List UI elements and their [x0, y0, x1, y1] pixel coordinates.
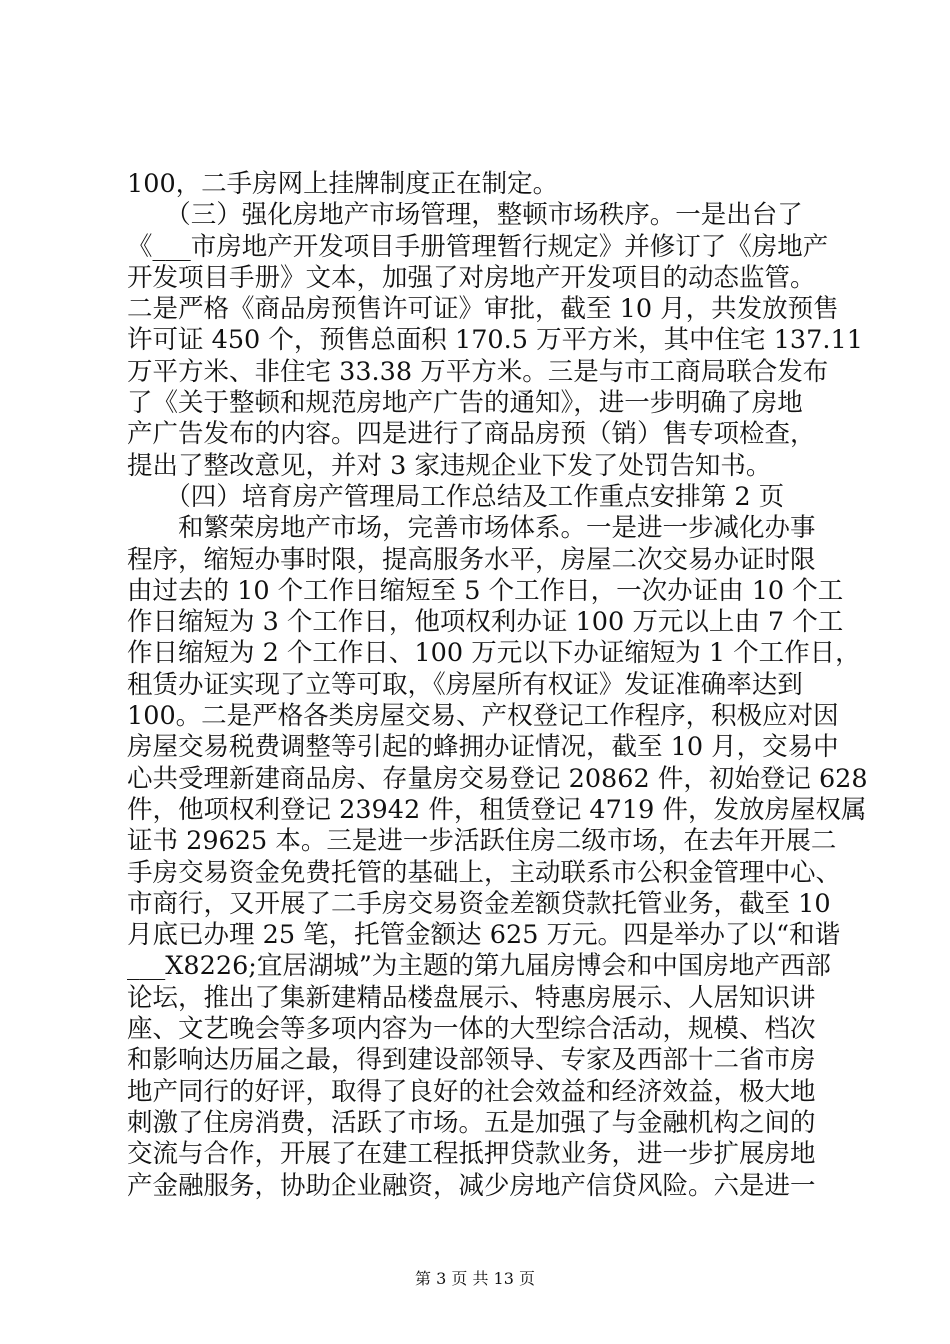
text-line: 座、文艺晚会等多项内容为一体的大型综合活动，规模、档次 — [127, 1014, 816, 1045]
text-line: （三）强化房地产市场管理，整顿市场秩序。一是出台了 — [127, 200, 803, 231]
text-line: 二是严格《商品房预售许可证》审批，截至 10 月，共发放预售 — [127, 294, 839, 325]
body-text — [127, 169, 868, 1202]
text-line: 《___市房地产开发项目手册管理暂行规定》并修订了《房地产 — [127, 231, 829, 262]
text-line: 万平方米、非住宅 33.38 万平方米。三是与市工商局联合发布 — [127, 356, 829, 387]
text-line: 程序，缩短办事时限，提高服务水平，房屋二次交易办证时限 — [127, 544, 816, 575]
text-line: 证书 29625 本。三是进一步活跃住房二级市场，在去年开展二 — [127, 826, 837, 857]
text-line: 交流与合作，开展了在建工程抵押贷款业务，进一步扩展房地 — [127, 1139, 816, 1170]
text-line: 100，二手房网上挂牌制度正在制定。 — [127, 169, 559, 199]
text-line: 作日缩短为 2 个工作日、100 万元以下办证缩短为 1 个工作日， — [127, 638, 861, 669]
text-line: 了《关于整顿和规范房地产广告的通知》，进一步明确了房地 — [127, 388, 803, 419]
text-line: 由过去的 10 个工作日缩短至 5 个工作日，一次办证由 10 个工 — [127, 575, 844, 606]
text-line: 100。二是严格各类房屋交易、产权登记工作程序，积极应对因 — [127, 701, 839, 732]
text-line: 房屋交易税费调整等引起的蜂拥办证情况，截至 10 月，交易中 — [127, 732, 839, 763]
text-line: 月底已办理 25 笔，托管金额达 625 万元。四是举办了以“和谐 — [127, 920, 841, 951]
text-line: 许可证 450 个，预售总面积 170.5 万平方米，其中住宅 137.11 — [127, 325, 863, 356]
page-number-label: 第 3 页 共 13 页 — [415, 1269, 535, 1288]
text-line: 和繁荣房地产市场，完善市场体系。一是进一步减化办事 — [127, 513, 816, 544]
text-line: 件，他项权利登记 23942 件，租赁登记 4719 件，发放房屋权属 — [127, 794, 867, 825]
text-line: 作日缩短为 3 个工作日，他项权利办证 100 万元以上由 7 个工 — [127, 607, 844, 638]
text-line: 产金融服务，协助企业融资，减少房地产信贷风险。六是进一 — [127, 1170, 816, 1201]
text-line: 心共受理新建商品房、存量房交易登记 20862 件，初始登记 628 — [127, 763, 868, 794]
text-line: 提出了整改意见，并对 3 家违规企业下发了处罚告知书。 — [127, 450, 772, 481]
text-line: 和影响达历届之最，得到建设部领导、专家及西部十二省市房 — [127, 1045, 816, 1076]
text-line: 租赁办证实现了立等可取，《房屋所有权证》发证准确率达到 — [127, 669, 803, 700]
text-line: 市商行，又开展了二手房交易资金差额贷款托管业务，截至 10 — [127, 888, 831, 919]
text-line: 产广告发布的内容。四是进行了商品房预（销）售专项检查， — [127, 419, 816, 450]
text-line: 地产同行的好评，取得了良好的社会效益和经济效益，极大地 — [127, 1076, 816, 1107]
text-line: ___X8226;宜居湖城”为主题的第九届房博会和中国房地产西部 — [127, 951, 831, 982]
page-footer — [0, 1266, 950, 1289]
text-line: 刺激了住房消费，活跃了市场。五是加强了与金融机构之间的 — [127, 1107, 816, 1138]
text-line: 手房交易资金免费托管的基础上，主动联系市公积金管理中心、 — [127, 857, 842, 888]
text-line: 开发项目手册》文本，加强了对房地产开发项目的动态监管。 — [127, 262, 816, 293]
text-line: （四）培育房产管理局工作总结及工作重点安排第 2 页 — [127, 481, 785, 512]
text-line: 论坛，推出了集新建精品楼盘展示、特惠房展示、人居知识讲 — [127, 982, 816, 1013]
